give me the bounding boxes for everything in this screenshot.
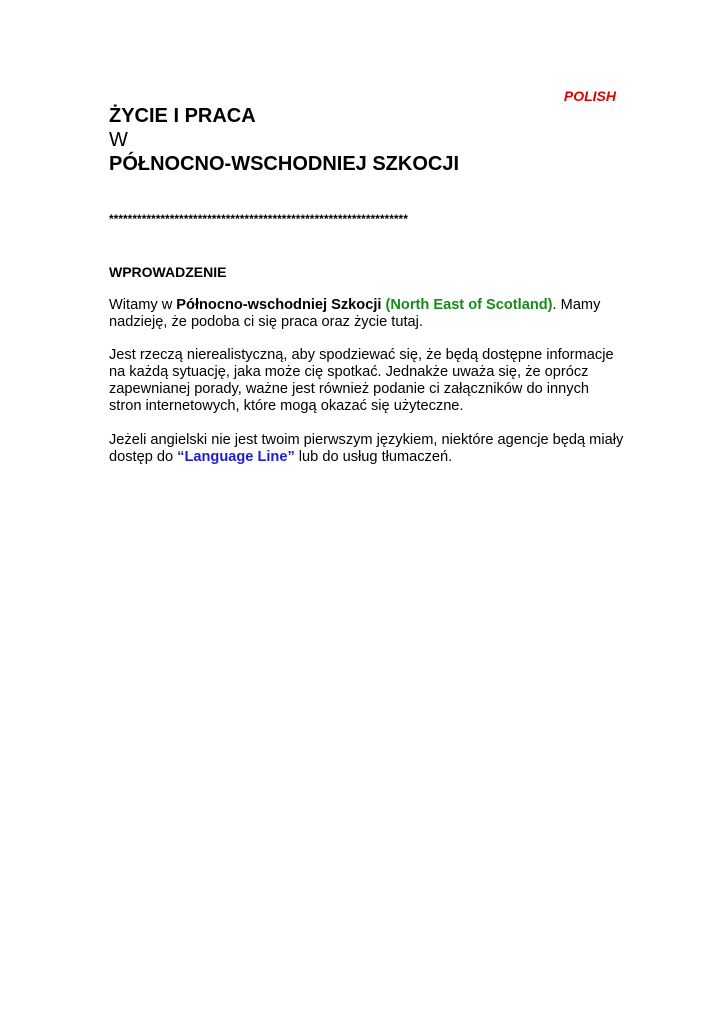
document-title <box>109 104 629 176</box>
section-heading: WPROWADZENIE <box>109 264 227 280</box>
paragraph-welcome <box>109 297 624 331</box>
welcome-text-end: . Mamy nadzieję, że podoba ci się praca oraz życie tutaj. <box>109 297 601 330</box>
language-line-link[interactable]: “Language Line” <box>177 449 295 465</box>
welcome-text-start: Witamy w <box>109 297 177 313</box>
language-text-end: lub do usług tłumaczeń. <box>294 449 453 465</box>
paragraph-information: Jest rzeczą nierealistyczną, aby spodziewać się, że będą dostępne informacje na każdą sytuację, jaka może cię spotkać. Jednakże uważa się, że oprócz zapewnianej porady, ważne jest również podanie ci załączników do innych stron internetowych, które mogą okazać się użyteczne. <box>109 347 614 414</box>
title-line-1: ŻYCIE I PRACA <box>109 105 256 127</box>
region-name-polish: Północno-wschodniej Szkocji <box>176 297 382 313</box>
separator-line: **************************************************************** <box>109 212 408 226</box>
language-text-start: Jeżeli angielski nie jest twoim pierwszym językiem, niektóre agencje będą miały dostęp do <box>109 432 624 465</box>
paragraph-language <box>109 432 624 466</box>
title-line-3: PÓŁNOCNO-WSCHODNIEJ SZKOCJI <box>109 153 460 175</box>
language-label: POLISH <box>563 88 616 104</box>
title-line-2: W <box>109 129 128 151</box>
region-name-english: (North East of Scotland) <box>385 297 553 313</box>
